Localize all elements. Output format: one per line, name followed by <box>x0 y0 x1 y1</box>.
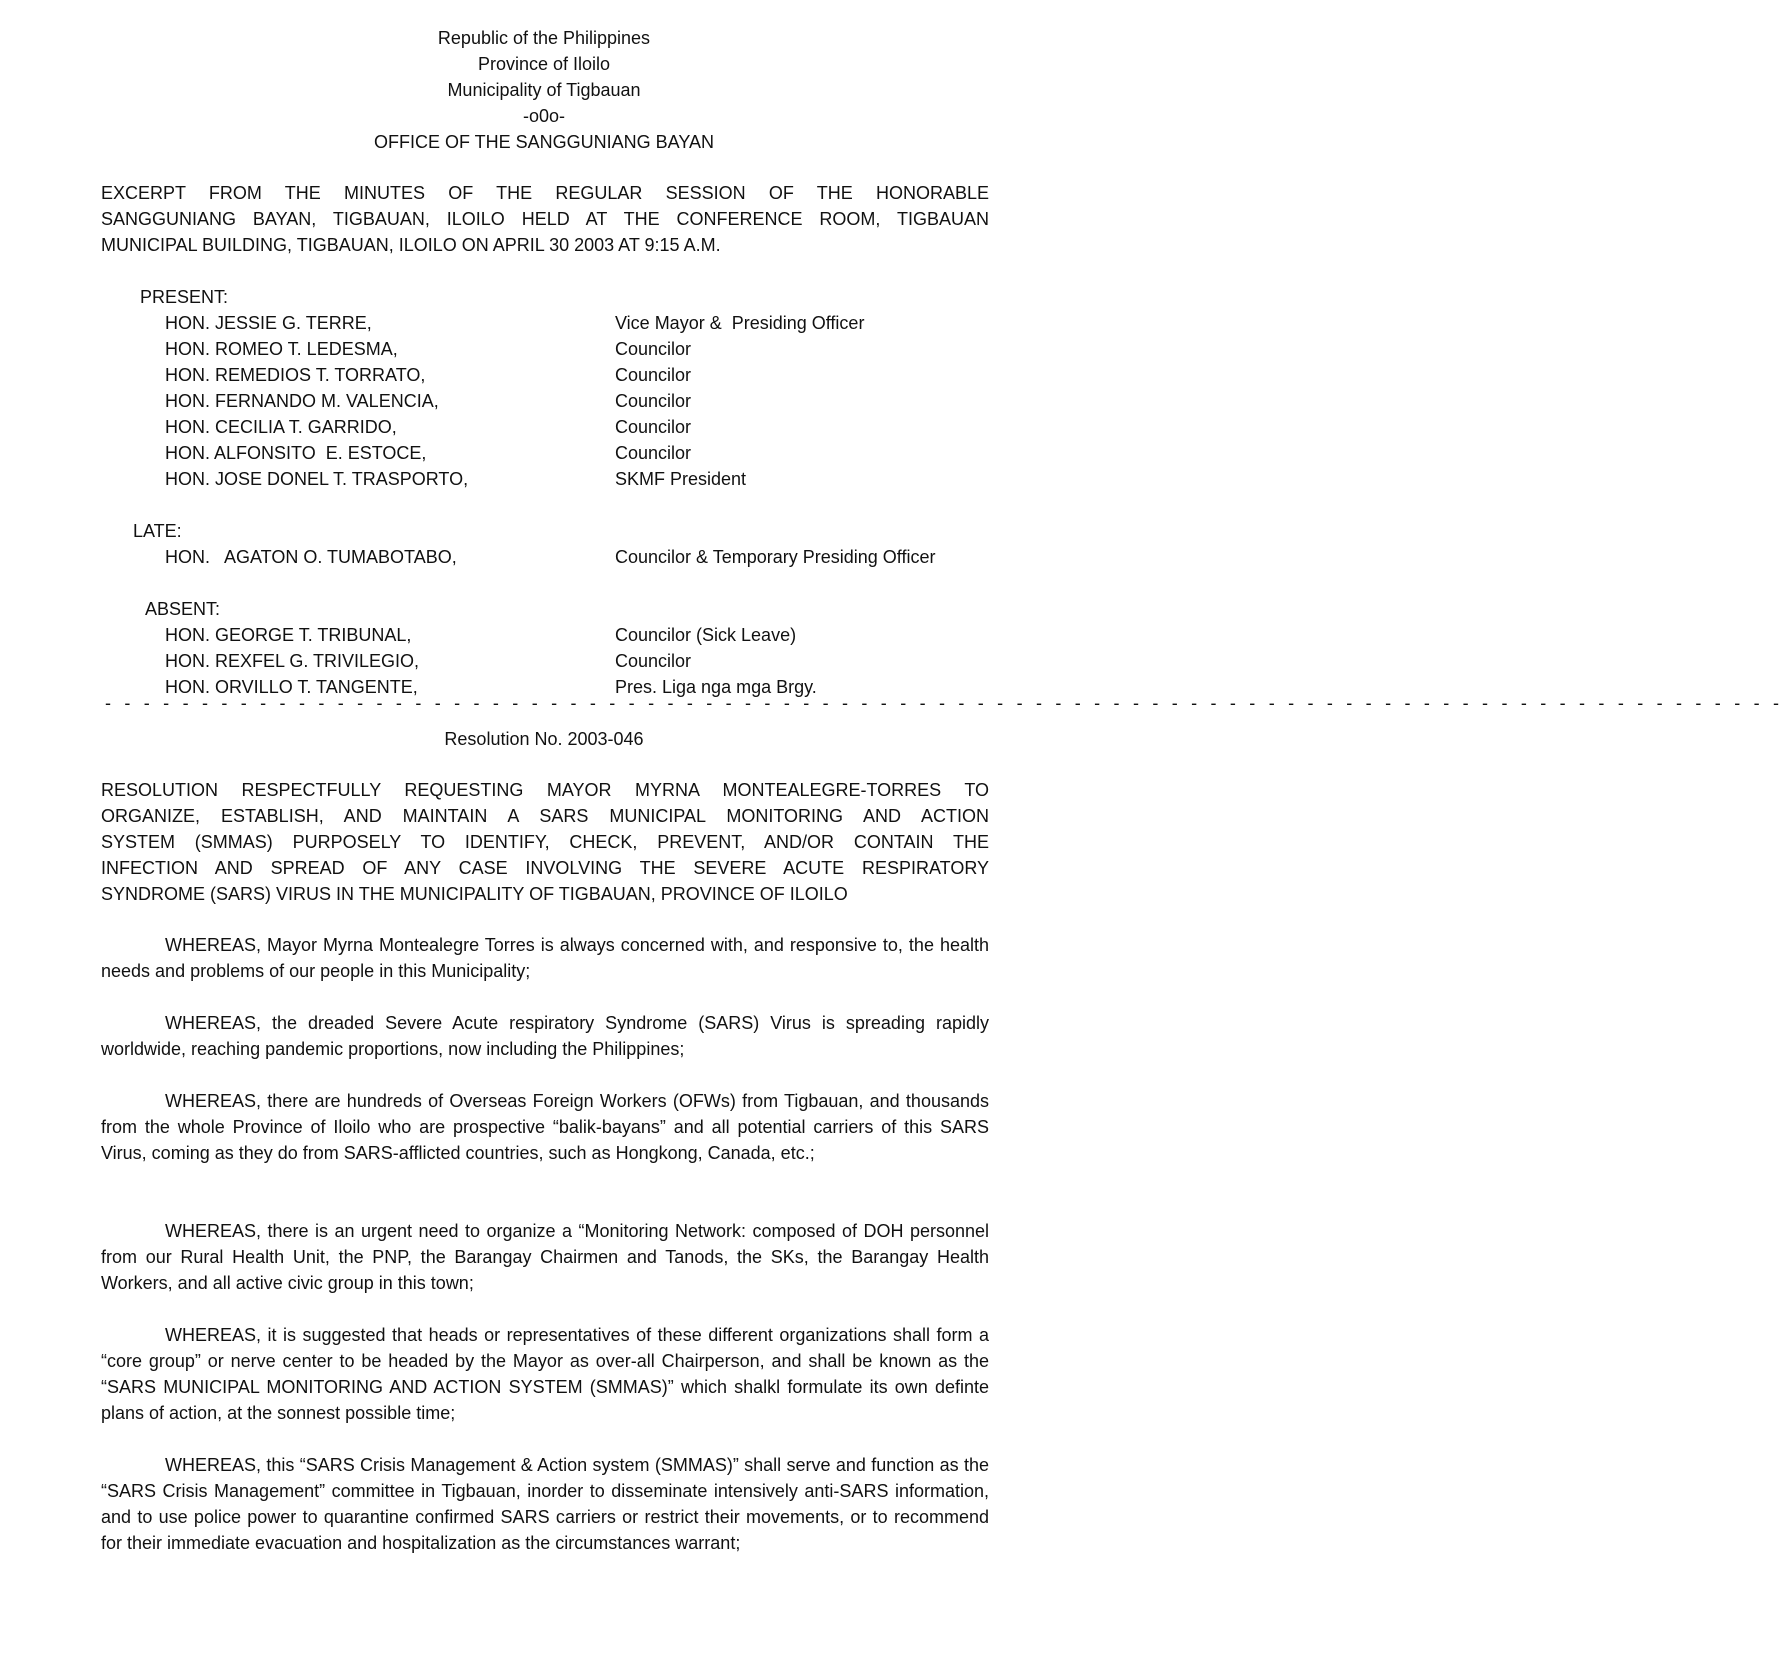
resolution-title-line-2: ORGANIZE, ESTABLISH, AND MAINTAIN A SARS MUNICIPAL MONITORING AND ACTION <box>101 806 989 826</box>
absent-member-name: HON. REXFEL G. TRIVILEGIO, <box>165 651 420 671</box>
header-province: Province of Iloilo <box>477 54 611 74</box>
excerpt-line-3: MUNICIPAL BUILDING, TIGBAUAN, ILOILO ON APRIL 30 2003 AT 9:15 A.M. <box>101 235 721 255</box>
excerpt-line-2: SANGGUNIANG BAYAN, TIGBAUAN, ILOILO HELD AT THE CONFERENCE ROOM, TIGBAUAN <box>101 209 989 229</box>
header-ornament: -o0o- <box>522 106 566 126</box>
whereas-paragraph <box>101 1452 989 1556</box>
whereas-paragraph <box>101 1322 989 1426</box>
whereas-text: WHEREAS, the dreaded Severe Acute respiratory Syndrome (SARS) Virus is spreading rapidly worldwide, reaching pandemic proportions, now including the Philippines; <box>101 1013 989 1059</box>
header-municipality: Municipality of Tigbauan <box>447 80 641 100</box>
absent-member-name: HON. ORVILLO T. TANGENTE, <box>165 677 418 697</box>
present-label: PRESENT: <box>140 287 229 307</box>
whereas-text: WHEREAS, there is an urgent need to organize a “Monitoring Network: composed of DOH personnel from our Rural Health Unit, the PNP, the Barangay Chairmen and Tanods, the SKs, the Barangay Health Workers, and all active civic group in this town; <box>101 1221 989 1293</box>
late-label: LATE: <box>133 521 182 541</box>
whereas-paragraph <box>101 1088 989 1166</box>
present-member-name: HON. ALFONSITO E. ESTOCE, <box>165 443 427 463</box>
present-member-name: HON. JOSE DONEL T. TRASPORTO, <box>165 469 469 489</box>
absent-member-role: Councilor <box>615 651 692 671</box>
present-member-name: HON. ROMEO T. LEDESMA, <box>165 339 398 359</box>
late-member-role: Councilor & Temporary Presiding Officer <box>615 547 936 567</box>
present-member-name: HON. CECILIA T. GARRIDO, <box>165 417 397 437</box>
resolution-number: Resolution No. 2003-046 <box>444 729 644 749</box>
absent-member-role: Councilor (Sick Leave) <box>615 625 797 645</box>
present-member-name: HON. FERNANDO M. VALENCIA, <box>165 391 439 411</box>
resolution-title-line-4: INFECTION AND SPREAD OF ANY CASE INVOLVING THE SEVERE ACUTE RESPIRATORY <box>101 858 989 878</box>
present-member-role: Councilor <box>615 339 692 359</box>
present-member-role: SKMF President <box>615 469 747 489</box>
whereas-text: WHEREAS, this “SARS Crisis Management & Action system (SMMAS)” shall serve and function as the “SARS Crisis Management” committee in Tigbauan, inorder to disseminate intensively anti-SARS information, and to use police power to quarantine confirmed SARS carriers or restrict their movements, or to recommend for their immediate evacuation and hospitalization as the circumstances warrant; <box>101 1455 989 1553</box>
resolution-title-line-3: SYSTEM (SMMAS) PURPOSELY TO IDENTIFY, CHECK, PREVENT, AND/OR CONTAIN THE <box>101 832 989 852</box>
absent-member-name: HON. GEORGE T. TRIBUNAL, <box>165 625 412 645</box>
whereas-paragraph <box>101 1010 989 1062</box>
absent-member-role: Pres. Liga nga mga Brgy. <box>615 677 817 697</box>
header-office: OFFICE OF THE SANGGUNIANG BAYAN <box>373 132 715 152</box>
present-member-role: Councilor <box>615 443 692 463</box>
present-member-name: HON. REMEDIOS T. TORRATO, <box>165 365 426 385</box>
absent-label: ABSENT: <box>145 599 221 619</box>
present-member-role: Councilor <box>615 391 692 411</box>
excerpt-line-1: EXCERPT FROM THE MINUTES OF THE REGULAR SESSION OF THE HONORABLE <box>101 183 989 203</box>
resolution-title-line-5: SYNDROME (SARS) VIRUS IN THE MUNICIPALITY OF TIGBAUAN, PROVINCE OF ILOILO <box>101 884 848 904</box>
late-member-name: HON. AGATON O. TUMABOTABO, <box>165 547 457 567</box>
present-member-role: Councilor <box>615 365 692 385</box>
present-member-name: HON. JESSIE G. TERRE, <box>165 313 372 333</box>
resolution-title-line-1: RESOLUTION RESPECTFULLY REQUESTING MAYOR MYRNA MONTEALEGRE-TORRES TO <box>101 780 989 800</box>
whereas-paragraph <box>101 932 989 984</box>
whereas-paragraph <box>101 1218 989 1296</box>
present-member-role: Councilor <box>615 417 692 437</box>
header-country: Republic of the Philippines <box>437 28 651 48</box>
whereas-text: WHEREAS, it is suggested that heads or representatives of these different organizations shall form a “core group” or nerve center to be headed by the Mayor as over-all Chairperson, and shall be known as the “SARS MUNICIPAL MONITORING AND ACTION SYSTEM (SMMAS)” which shalkl formulate its own definte plans of action, at the sonnest possible time; <box>101 1325 989 1423</box>
dashed-divider: - - - - - - - - - - - - - - - - - - - - - - - - - - - - - - - - - - - - - - - - - - - - - - - - - - - - - - - - - - - - - - - - - - - - - - - - - - - - - - - - - - - - - - - <box>105 693 1783 713</box>
whereas-text: WHEREAS, Mayor Myrna Montealegre Torres is always concerned with, and responsive to, the health needs and problems of our people in this Municipality; <box>101 935 989 981</box>
present-member-role: Vice Mayor & Presiding Officer <box>615 313 865 333</box>
whereas-text: WHEREAS, there are hundreds of Overseas Foreign Workers (OFWs) from Tigbauan, and thousands from the whole Province of Iloilo who are prospective “balik-bayans” and all potential carriers of this SARS Virus, coming as they do from SARS-afflicted countries, such as Hongkong, Canada, etc.; <box>101 1091 989 1163</box>
